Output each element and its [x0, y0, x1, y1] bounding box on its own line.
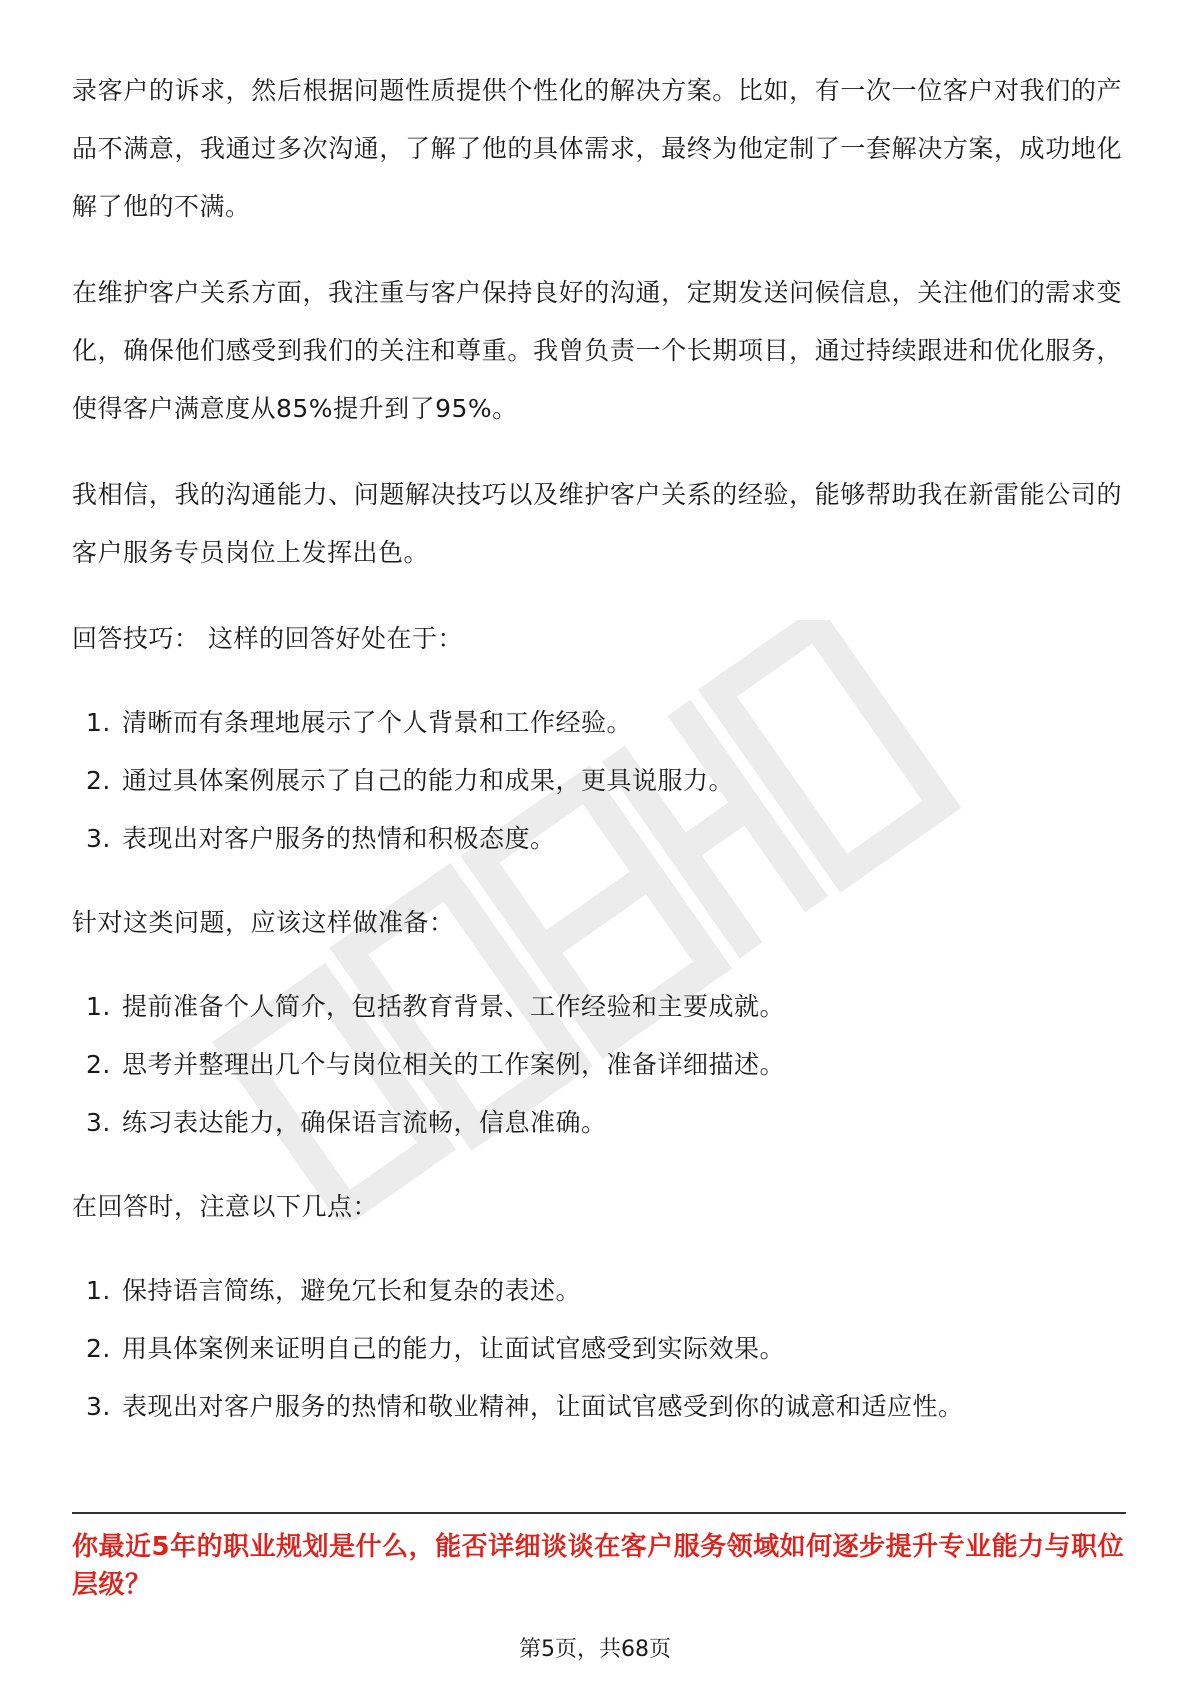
list-item: 2. 用具体案例来证明自己的能力，让面试官感受到实际效果。 [86, 1334, 786, 1363]
next-question-heading: 你最近5年的职业规划是什么，能否详细谈谈在客户服务领域如何逐步提升专业能力与职位层级？ [72, 1532, 1125, 1600]
paragraph-conclusion: 我相信，我的沟通能力、问题解决技巧以及维护客户关系的经验，能够帮助我在新雷能公司的客户服务专员岗位上发挥出色。 [72, 480, 1122, 567]
prep-heading: 针对这类问题，应该这样做准备： [72, 908, 455, 937]
page-number: 第5页，共68页 [519, 1637, 671, 1662]
list-item: 1. 保持语言简练，避免冗长和复杂的表述。 [86, 1276, 582, 1305]
tips-heading: 回答技巧： 这样的回答好处在于： [72, 624, 463, 653]
list-item: 3. 练习表达能力，确保语言流畅，信息准确。 [86, 1108, 607, 1137]
list-item: 1. 提前准备个人简介，包括教育背景、工作经验和主要成就。 [86, 992, 786, 1021]
notes-list [72, 1262, 1122, 1436]
list-item: 2. 通过具体案例展示了自己的能力和成果，更具说服力。 [86, 766, 735, 795]
paragraph-relationship: 在维护客户关系方面，我注重与客户保持良好的沟通，定期发送问候信息，关注他们的需求变化，确保他们感受到我们的关注和尊重。我曾负责一个长期项目，通过持续跟进和优化服务，使得客户满意度从85%提升到了95%。 [72, 278, 1122, 423]
tips-list [72, 694, 1122, 868]
list-item: 1. 清晰而有条理地展示了个人背景和工作经验。 [86, 708, 633, 737]
paragraph-case-example: 录客户的诉求，然后根据问题性质提供个性化的解决方案。比如，有一次一位客户对我们的产品不满意，我通过多次沟通，了解了他的具体需求，最终为他定制了一套解决方案，成功地化解了他的不满。 [72, 76, 1122, 221]
prep-list [72, 978, 1122, 1152]
document-body [72, 62, 1122, 1462]
list-item: 2. 思考并整理出几个与岗位相关的工作案例，准备详细描述。 [86, 1050, 786, 1079]
notes-heading: 在回答时，注意以下几点： [72, 1192, 379, 1221]
section-divider [72, 1512, 1126, 1514]
list-item: 3. 表现出对客户服务的热情和敬业精神，让面试官感受到你的诚意和适应性。 [86, 1392, 964, 1421]
list-item: 3. 表现出对客户服务的热情和积极态度。 [86, 824, 556, 853]
